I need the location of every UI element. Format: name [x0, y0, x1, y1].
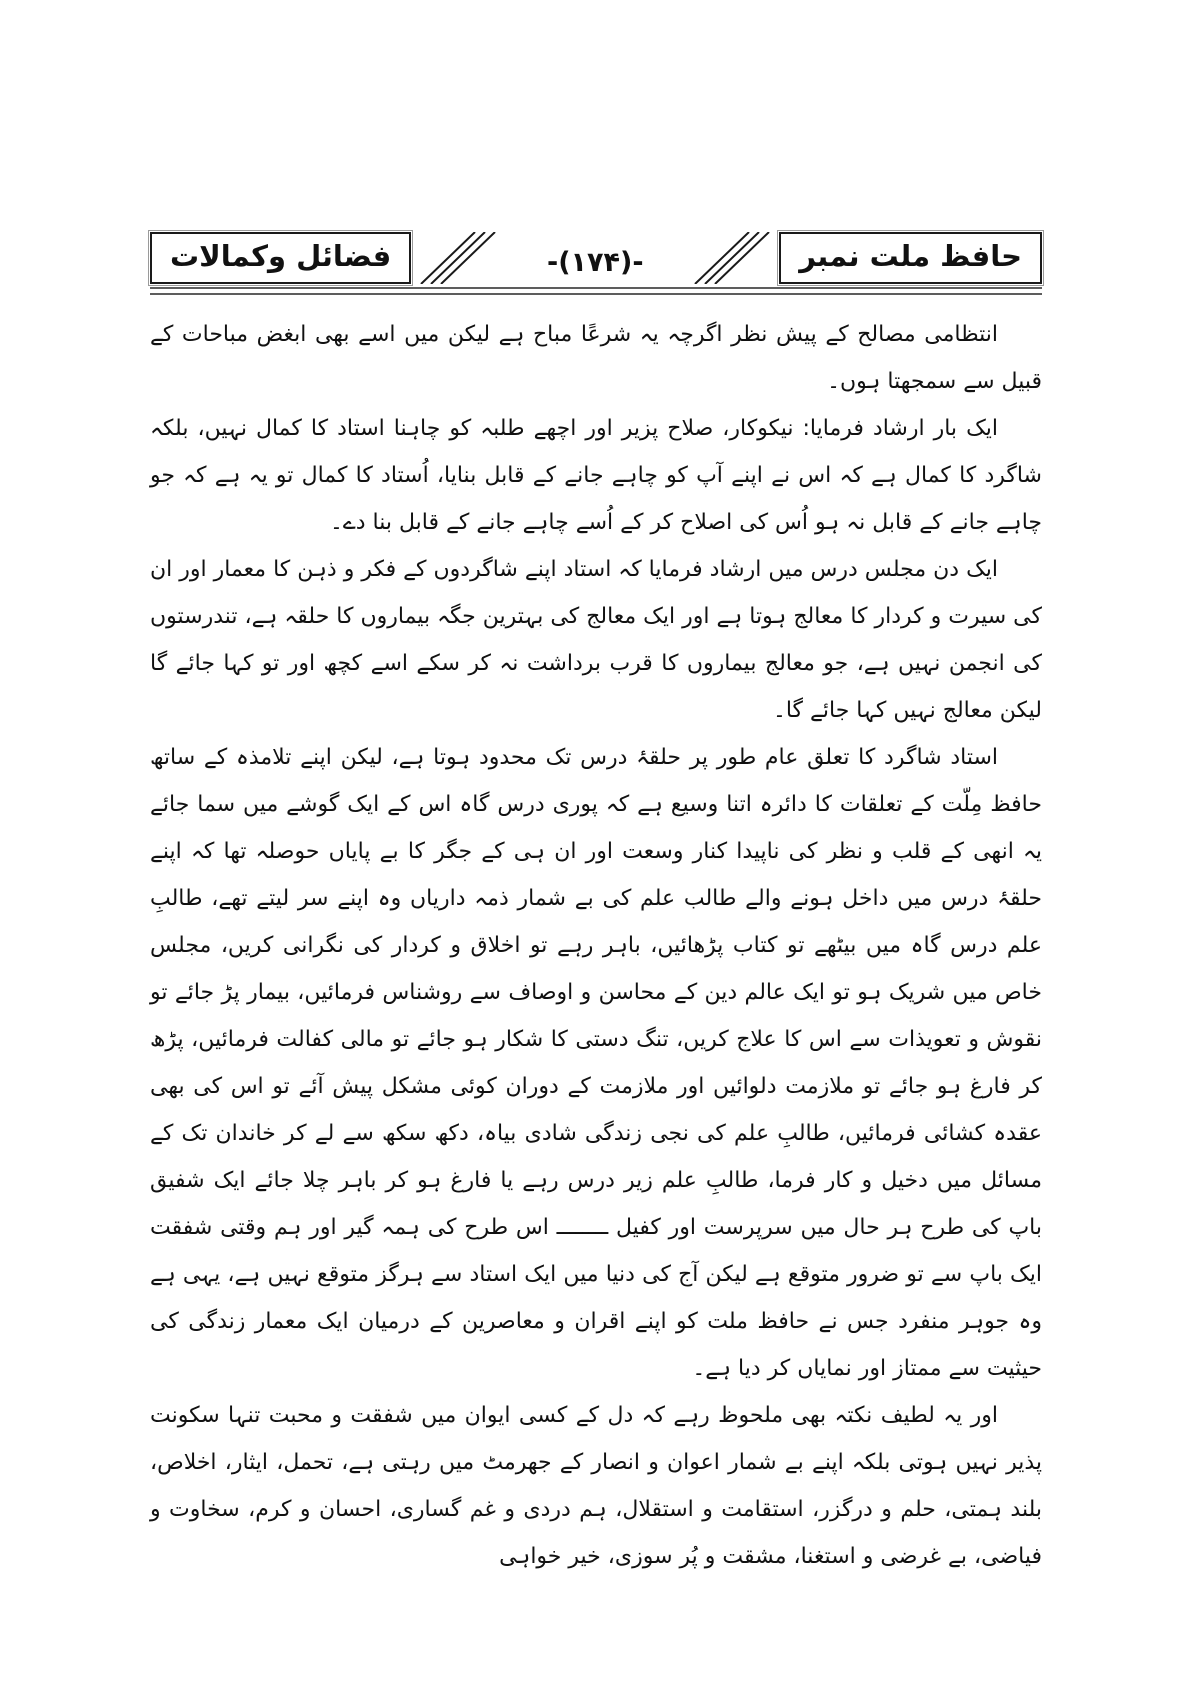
diagonal-lines-icon: [411, 232, 497, 284]
header-left-label: فضائل وکمالات: [150, 232, 411, 284]
paragraph: اور یہ لطیف نکتہ بھی ملحوظ رہے کہ دل کے کسی ایوان میں شفقت و محبت تنہا سکونت پذیر نہیں ہوتی بلکہ اپنے بے شمار اعوان و انصار کے جھرمٹ میں رہتی ہے، تحمل، ایثار، اخلاص، بلند ہمتی، حلم و درگزر، استقامت و استقلال، ہم دردی و غم گساری، احسان و کرم، سخاوت و فیاضی، بے غرضی و استغنا، مشقت و پُر سوزی، خیر خواہی: [150, 1403, 1042, 1569]
page-header: [150, 222, 1042, 284]
page-number: -(۱۷۴)-: [547, 247, 644, 278]
header-right-box: [693, 232, 1042, 284]
paragraph: استاد شاگرد کا تعلق عام طور پر حلقۂ درس تک محدود ہوتا ہے، لیکن اپنے تلامذہ کے ساتھ حافظ مِلّت کے تعلقات کا دائرہ اتنا وسیع ہے کہ پوری درس گاہ اس کے ایک گوشے میں سما جائے یہ انھی کے قلب و نظر کی ناپیدا کنار وسعت اور ان ہی کے جگر کا بے پایاں حوصلہ تھا کہ اپنے حلقۂ درس میں داخل ہونے والے طالب علم کی بے شمار ذمہ داریاں وہ اپنے سر لیتے تھے، طالبِ علم درس گاہ میں بیٹھے تو کتاب پڑھائیں، باہر رہے تو اخلاق و کردار کی نگرانی کریں، مجلس خاص میں شریک ہو تو ایک عالم دین کے محاسن و اوصاف سے روشناس فرمائیں، بیمار پڑ جائے تو نقوش و تعویذات سے اس کا علاج کریں، تنگ دستی کا شکار ہو جائے تو مالی کفالت فرمائیں، پڑھ کر فارغ ہو جائے تو ملازمت دلوائیں اور ملازمت کے دوران کوئی مشکل پیش آئے تو اس کی بھی عقدہ کشائی فرمائیں، طالبِ علم کی نجی زندگی شادی بیاہ، دکھ سکھ سے لے کر خاندان تک کے مسائل میں دخیل و کار فرما، طالبِ علم زیر درس رہے یا فارغ ہو کر باہر چلا جائے ایک شفیق باپ کی طرح ہر حال میں سرپرست اور کفیل ــــــــ اس طرح کی ہمہ گیر اور ہم وقتی شفقت ایک باپ سے تو ضرور متوقع ہے لیکن آج کی دنیا میں ایک استاد سے ہرگز متوقع نہیں ہے، یہی ہے وہ جوہر منفرد جس نے حافظ ملت کو اپنے اقران و معاصرین کے درمیان ایک معمار زندگی کی حیثیت سے ممتاز اور نمایاں کر دیا ہے۔: [150, 745, 1042, 1381]
paragraph: انتظامی مصالح کے پیش نظر اگرچہ یہ شرعًا مباح ہے لیکن میں اسے بھی ابغض مباحات کے قبیل سے سمجھتا ہوں۔: [150, 322, 1042, 394]
paragraph: ایک بار ارشاد فرمایا: نیکوکار، صلاح پزیر اور اچھے طلبہ کو چاہنا استاد کا کمال نہیں، بلکہ شاگرد کا کمال ہے کہ اس نے اپنے آپ کو چاہے جانے کے قابل بنایا، اُستاد کا کمال تو یہ ہے کہ جو چاہے جانے کے قابل نہ ہو اُس کی اصلاح کر کے اُسے چاہے جانے کے قابل بنا دے۔: [150, 416, 1042, 535]
header-right-label: حافظ ملت نمبر: [779, 232, 1042, 284]
page-content: [150, 222, 1042, 1580]
header-left-box: [150, 232, 497, 284]
paragraph: ایک دن مجلس درس میں ارشاد فرمایا کہ استاد اپنے شاگردوں کے فکر و ذہن کا معمار اور ان کی سیرت و کردار کا معالج ہوتا ہے اور ایک معالج کی بہترین جگہ بیماروں کا حلقہ ہے، تندرستوں کی انجمن نہیں ہے، جو معالج بیماروں کا قرب برداشت نہ کر سکے اسے کچھ اور تو کہا جائے گا لیکن معالج نہیں کہا جائے گا۔: [150, 557, 1042, 723]
header-divider-rule: [150, 287, 1042, 295]
diagonal-lines-icon: [693, 232, 779, 284]
body-text: [150, 311, 1042, 1580]
